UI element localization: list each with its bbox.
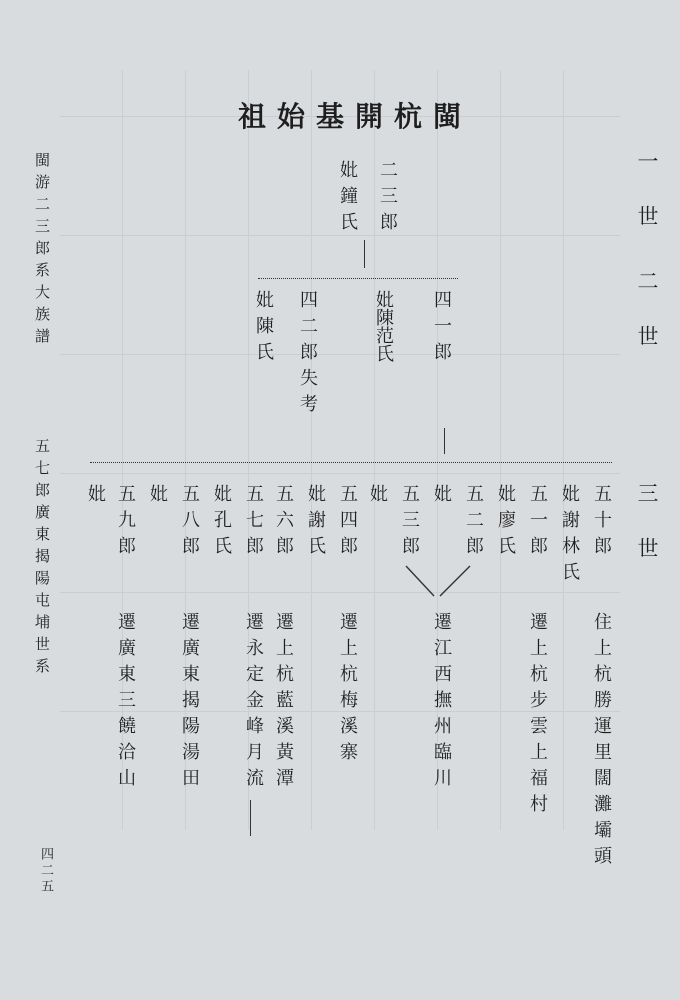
gen3-1-name: 五十郎 [591,484,612,562]
gen2-2-spouse: 妣陳氏 [253,290,274,368]
gen3-8-note: 遷廣東揭陽湯田 [179,612,200,794]
gen3-4-spouse: 妣 [367,484,388,510]
gen3-9-spouse: 妣 [85,484,106,510]
gen3-7-note: 遷永定金峰月流 [243,612,264,794]
gen3-5-spouse: 妣謝氏 [305,484,326,562]
gen3-5-name: 五四郎 [337,484,358,562]
gen3-6-name: 五六郎 [273,484,294,562]
gen3-7-spouse: 妣孔氏 [211,484,232,562]
connector-left [440,566,470,596]
gen3-5-note: 遷上杭梅溪寨 [337,612,358,768]
gen3-2-spouse: 妣廖氏 [495,484,516,562]
gen3-8-name: 五八郎 [179,484,200,562]
gen2-1-name: 四一郎 [431,290,452,368]
gen2-2-name: 四二郎失考 [297,290,318,420]
gen3-7-descent-line [250,800,251,836]
gen3-1-note: 住上杭勝運里闊灘壩頭 [591,612,612,872]
book-title: 閩游二三郎系大族譜 [33,152,51,350]
gen1-name: 二三郎 [377,160,398,238]
gen3-8-spouse: 妣 [147,484,168,510]
gen3-4-name: 五三郎 [399,484,420,562]
gen3-merged-note: 遷江西撫州臨川 [431,612,452,794]
gen3-3-spouse: 妣 [431,484,452,510]
gen1-spouse: 妣鐘氏 [337,160,358,238]
gen3-9-name: 五九郎 [115,484,136,562]
gen3-7-name: 五七郎 [243,484,264,562]
gen3-3-name: 五二郎 [463,484,484,562]
generation-label-3: 三世 [635,482,659,592]
gen3-2-note: 遷上杭步雲上福村 [527,612,548,820]
gen3-2-name: 五一郎 [527,484,548,562]
connector-right [406,566,434,596]
gen3-1-spouse: 妣謝林氏 [559,484,580,588]
gen2-1-spouse-text: 妣陳范氏 [373,290,394,362]
generation-label-1: 一世 [635,150,659,260]
page-number: 四二五 [38,847,53,895]
gen3-9-note: 遷廣東三饒洽山 [115,612,136,794]
section-title: 五七郎廣東揭陽屯埔世系 [33,438,51,680]
page-title: 祖始基開杭閩 [238,100,473,133]
gen3-6-note: 遷上杭藍溪黃潭 [273,612,294,794]
generation-label-2: 二世 [635,270,659,380]
